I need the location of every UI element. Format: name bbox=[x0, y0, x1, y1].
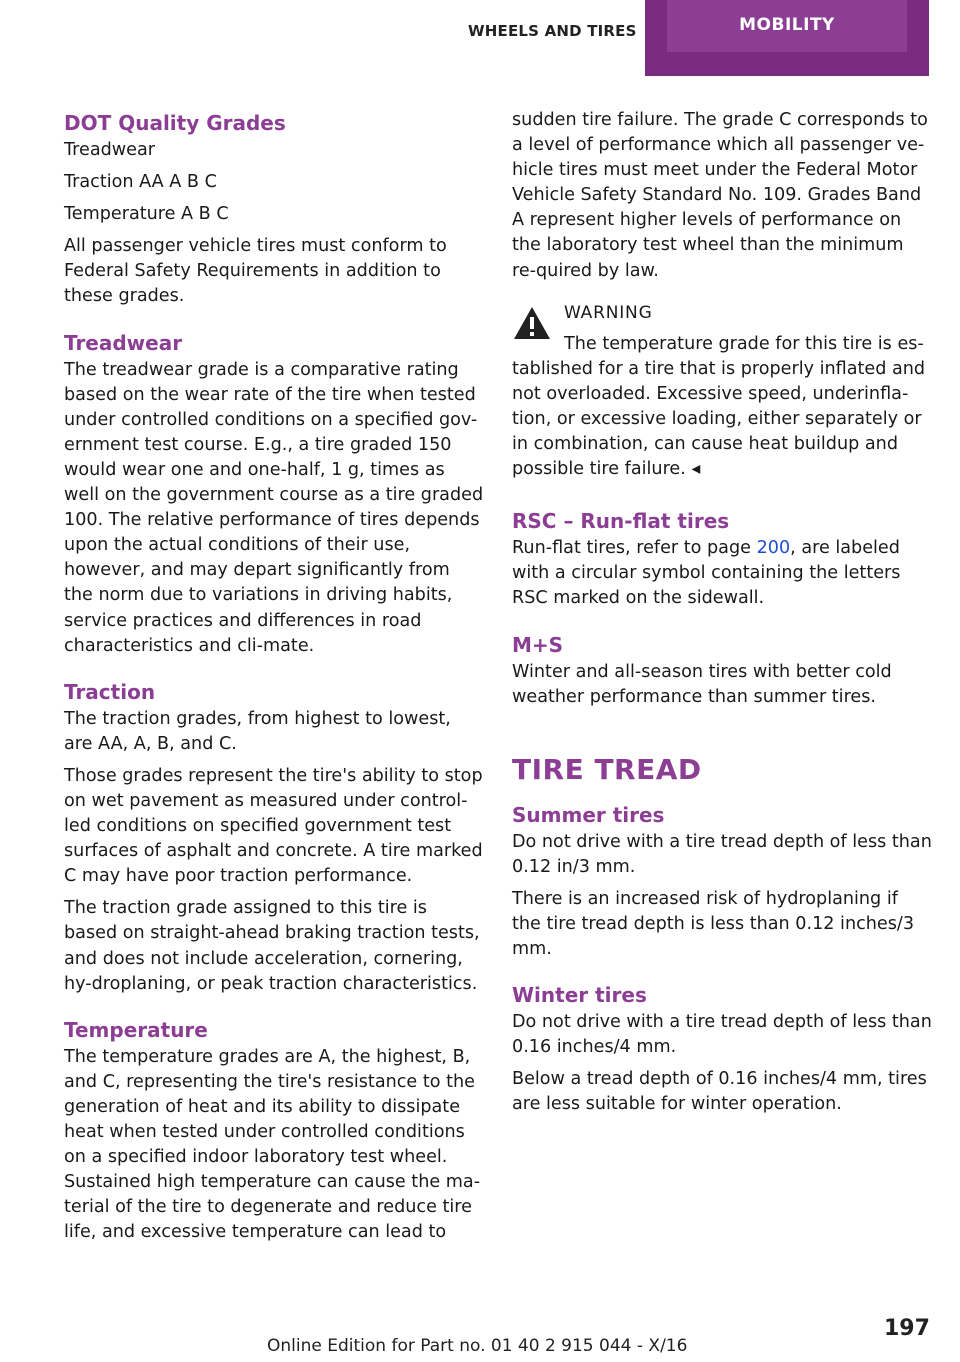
warning-title: WARNING bbox=[564, 302, 653, 323]
warning-text: The temperature grade for this tire is es-tablished for a tire that is properly inflated and not overloaded. Excessive speed, underinfla-tion, or excessive loading, either separately or in combination, can cause heat buildup and possible tire failure. bbox=[512, 333, 926, 480]
page-number: 197 bbox=[884, 1316, 930, 1341]
section-title: WHEELS AND TIRES bbox=[468, 22, 637, 40]
summer-paragraph: There is an increased risk of hydroplaning if the tire tread depth is less than 0.12 inches/3 mm. bbox=[512, 888, 915, 960]
traction-paragraph: Those grades represent the tire's ability to stop on wet pavement as measured under control-led conditions on specified government test surfaces of asphalt and concrete. A tire marked C may have poor traction performance. bbox=[64, 765, 483, 887]
right-column bbox=[512, 108, 932, 1118]
warning-triangle-icon bbox=[512, 305, 552, 341]
treadwear-paragraph: The treadwear grade is a comparative rating based on the wear rate of the tire when tested under controlled conditions on a specified gov-ernment test course. E.g., a tire graded 150 would wear one and one-half, 1 g, times as well on the government course as a tire graded 100. The relative performance of tires depends upon the actual conditions of their use, however, and may depart significantly from the norm due to variations in driving habits, service practices and differences in road characteristics and cli-mate. bbox=[64, 359, 484, 656]
winter-tires-heading: Winter tires bbox=[512, 983, 647, 1008]
left-column bbox=[64, 108, 484, 1245]
chapter-tab-label: MOBILITY bbox=[667, 0, 907, 52]
continued-paragraph: sudden tire failure. The grade C corresponds to a level of performance which all passenger ve-hicle tires must meet under the Federal Motor Vehicle Safety Standard No. 109. Grades Band A represent higher levels of performance on the laboratory test wheel than the minimum re-quired by law. bbox=[512, 110, 928, 281]
warning-box bbox=[512, 301, 932, 483]
summer-paragraph: Do not drive with a tire tread depth of less than 0.12 in/3 mm. bbox=[512, 831, 932, 877]
grade-line-temperature: Temperature A B C bbox=[64, 204, 229, 225]
grade-line-treadwear: Treadwear bbox=[64, 140, 156, 160]
rsc-heading: RSC – Run-flat tires bbox=[512, 509, 730, 534]
rsc-paragraph bbox=[512, 536, 932, 611]
treadwear-heading: Treadwear bbox=[64, 330, 183, 355]
temperature-paragraph: The temperature grades are A, the highest, B, and C, representing the tire's resistance to the generation of heat and its ability to dissipate heat when tested under controlled conditions on a specified indoor laboratory test wheel. Sustained high temperature can cause the ma-terial of the tire to degenerate and reduce tire life, and excessive temperature can lead to bbox=[64, 1046, 481, 1243]
ms-paragraph: Winter and all-season tires with better cold weather performance than summer tires. bbox=[512, 661, 892, 707]
traction-paragraph: The traction grades, from highest to lowest, are AA, A, B, and C. bbox=[64, 708, 451, 754]
page-header bbox=[0, 0, 960, 76]
grade-line-traction: Traction AA A B C bbox=[64, 172, 217, 193]
dot-paragraph: All passenger vehicle tires must conform to Federal Safety Requirements in addition to these grades. bbox=[64, 236, 447, 307]
chapter-tab[interactable] bbox=[645, 0, 929, 76]
traction-paragraph: The traction grade assigned to this tire is based on straight-ahead braking traction tests, and does not include acceleration, cornering, hy-droplaning, or peak traction characteristics. bbox=[64, 898, 480, 994]
page-link[interactable]: 200 bbox=[756, 538, 791, 559]
warning-body bbox=[512, 332, 932, 483]
summer-tires-heading: Summer tires bbox=[512, 802, 665, 827]
winter-paragraph: Do not drive with a tire tread depth of less than 0.16 inches/4 mm. bbox=[512, 1012, 932, 1058]
temperature-heading: Temperature bbox=[64, 1017, 208, 1042]
winter-paragraph: Below a tread depth of 0.16 inches/4 mm, tires are less suitable for winter operation. bbox=[512, 1069, 927, 1115]
ms-heading: M+S bbox=[512, 632, 564, 657]
tire-tread-title: TIRE TREAD bbox=[512, 752, 702, 786]
rsc-text-post: , are labeled with a circular symbol containing the letters RSC marked on the sidewall. bbox=[512, 538, 901, 609]
dot-quality-heading: DOT Quality Grades bbox=[64, 111, 286, 135]
footer-edition: Online Edition for Part no. 01 40 2 915 044 - X/16 bbox=[267, 1336, 688, 1356]
end-mark-icon: ◂ bbox=[691, 459, 701, 480]
traction-heading: Traction bbox=[64, 679, 156, 704]
rsc-text-pre: Run-flat tires, refer to page bbox=[512, 538, 757, 559]
